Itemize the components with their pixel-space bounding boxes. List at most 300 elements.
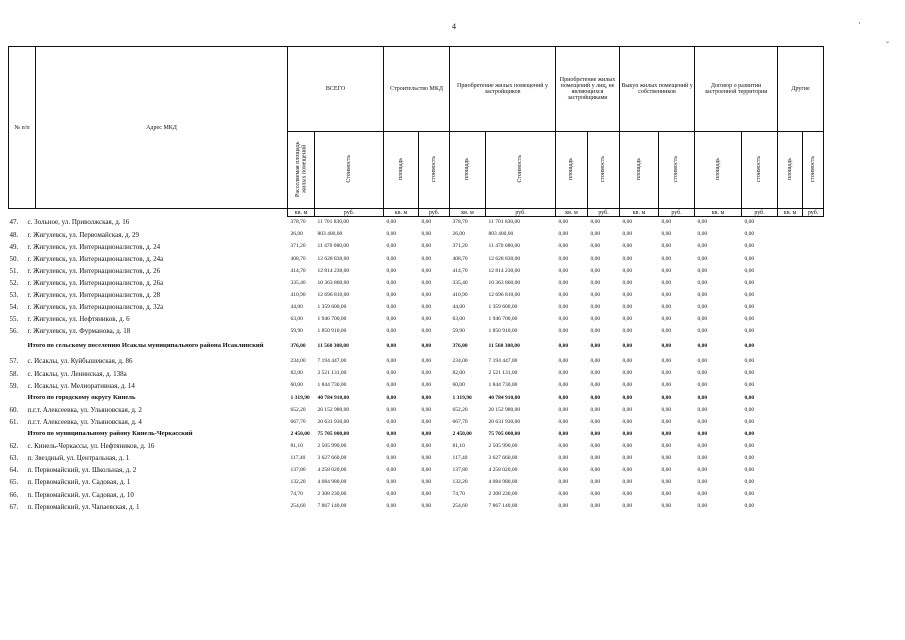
- other-cost-cell: [803, 241, 824, 253]
- cost-cell: 0,00: [744, 406, 755, 413]
- total-area-cell: 26,00: [290, 231, 303, 238]
- address-text: п. Первомайский, ул. Чапаевская, д. 1: [27, 502, 140, 511]
- cost-cell: 0,00: [590, 219, 601, 226]
- area-cell: 0,00: [697, 430, 708, 437]
- header-purchase-developers: Приобретение жилых помещений у застройщиков: [450, 47, 556, 132]
- address-text: г. Жигулевск, ул. Интернационалистов, д. 26: [27, 266, 161, 275]
- area-cell: 0,00: [697, 406, 708, 413]
- cost-cell: 0,00: [744, 382, 755, 389]
- table-body: [9, 217, 824, 514]
- area-cell: 0,00: [386, 454, 397, 461]
- cost-cell: 2 505 990,00: [488, 442, 518, 449]
- row-number: 56.: [9, 327, 19, 336]
- area-cell: 0,00: [697, 291, 708, 298]
- address-text: с. Исаклы, ул. Мелиоративная, д. 14: [27, 381, 135, 390]
- area-cell: 0,00: [558, 406, 569, 413]
- area-cell: 0,00: [558, 358, 569, 365]
- other-area-cell: [778, 241, 803, 253]
- cost-cell: 0,00: [421, 255, 432, 262]
- address-text: п. Звездный, ул. Центральная, д. 1: [27, 454, 130, 463]
- row-number: 66.: [9, 490, 19, 499]
- subheader-area: площадь: [695, 132, 742, 209]
- other-area-cell: [778, 489, 803, 501]
- area-cell: 0,00: [386, 503, 397, 510]
- total-area-cell: 2 450,00: [290, 430, 310, 437]
- cost-cell: 0,00: [744, 479, 755, 486]
- cost-cell: 0,00: [661, 394, 672, 401]
- area-cell: 0,00: [386, 418, 397, 425]
- cost-cell: 0,00: [661, 328, 672, 335]
- cost-cell: 0,00: [744, 370, 755, 377]
- total-area-cell: 414,70: [290, 267, 306, 274]
- unit-cost: руб.: [588, 209, 620, 217]
- cost-cell: 11 701 830,00: [488, 219, 520, 226]
- address-text: Итого по сельскому поселению Исаклы муниципального района Исаклинский: [27, 342, 264, 350]
- other-area-cell: [778, 380, 803, 392]
- total-cost-cell: 1 844 730,00: [317, 382, 347, 389]
- total-area-cell: 44,00: [290, 303, 303, 310]
- total-cost-cell: 12 628 830,00: [317, 255, 350, 262]
- area-cell: 0,00: [558, 343, 569, 350]
- total-cost-cell: 4 258 020,00: [317, 467, 347, 474]
- cost-cell: 0,00: [590, 394, 601, 401]
- address-text: с. Кинель-Черкассы, ул. Нефтяников, д. 16: [27, 442, 155, 451]
- total-cost-cell: 75 705 000,00: [317, 430, 350, 437]
- cost-cell: 3 627 660,00: [488, 454, 518, 461]
- table-row: [9, 229, 824, 241]
- address-cell: [9, 302, 288, 314]
- cost-cell: 0,00: [661, 503, 672, 510]
- address-text: п. Первомайский, ул. Садовая, д. 10: [27, 490, 134, 499]
- row-number: 57.: [9, 357, 19, 366]
- cost-cell: 12 628 830,00: [488, 255, 521, 262]
- area-cell: 0,00: [697, 503, 708, 510]
- area-cell: 0,00: [622, 430, 633, 437]
- area-cell: 0,00: [558, 316, 569, 323]
- total-area-cell: 410,90: [290, 291, 306, 298]
- total-cost-cell: 2 308 230,00: [317, 491, 347, 498]
- other-area-cell: [778, 326, 803, 338]
- cost-cell: 0,00: [661, 418, 672, 425]
- cost-cell: 0,00: [590, 503, 601, 510]
- cost-cell: 0,00: [421, 382, 432, 389]
- row-number: 52.: [9, 279, 19, 288]
- cost-cell: 0,00: [590, 442, 601, 449]
- cost-cell: 4 258 020,00: [488, 467, 518, 474]
- area-cell: 0,00: [386, 467, 397, 474]
- area-cell: 0,00: [622, 442, 633, 449]
- unit-cost: руб.: [315, 209, 384, 217]
- area-cell: 0,00: [386, 316, 397, 323]
- area-cell: 0,00: [622, 503, 633, 510]
- area-cell: 0,00: [697, 382, 708, 389]
- cost-cell: 0,00: [590, 243, 601, 250]
- cost-cell: 0,00: [744, 358, 755, 365]
- area-cell: 0,00: [622, 370, 633, 377]
- cost-cell: 0,00: [590, 406, 601, 413]
- address-cell: [9, 441, 288, 453]
- unit-cost: руб.: [486, 209, 556, 217]
- other-cost-cell: [803, 229, 824, 241]
- area-cell: 0,00: [386, 442, 397, 449]
- area-cell: 0,00: [622, 291, 633, 298]
- unit-area: кв. м: [620, 209, 659, 217]
- unit-cost: руб.: [419, 209, 450, 217]
- total-cost-cell: 20 631 930,00: [317, 418, 350, 425]
- subheader-cost: стоимость: [742, 132, 778, 209]
- area-cell: 0,00: [386, 479, 397, 486]
- subheader-area: площадь: [384, 132, 419, 209]
- address-text: с. Исаклы, ул. Куйбышевская, д. 86: [27, 357, 133, 366]
- address-cell: [9, 229, 288, 241]
- area-cell: 60,00: [452, 382, 465, 389]
- unit-cost: руб.: [803, 209, 824, 217]
- address-cell: [9, 277, 288, 289]
- address-text: Итого по муниципальному району Кинель-Черкасский: [27, 430, 193, 438]
- table-row: [9, 501, 824, 513]
- unit-cost: руб.: [659, 209, 695, 217]
- cost-cell: 0,00: [421, 479, 432, 486]
- area-cell: 414,70: [452, 267, 468, 274]
- table-row: [9, 217, 824, 230]
- total-area-cell: 74,70: [290, 491, 303, 498]
- other-area-cell: [778, 302, 803, 314]
- other-cost-cell: [803, 338, 824, 356]
- area-cell: 0,00: [697, 479, 708, 486]
- cost-cell: 0,00: [661, 303, 672, 310]
- cost-cell: 0,00: [421, 267, 432, 274]
- other-area-cell: [778, 416, 803, 428]
- area-cell: 0,00: [622, 328, 633, 335]
- unit-cost: руб.: [742, 209, 778, 217]
- cost-cell: 0,00: [421, 231, 432, 238]
- area-cell: 0,00: [622, 343, 633, 350]
- area-cell: 0,00: [622, 267, 633, 274]
- area-cell: 0,00: [697, 303, 708, 310]
- area-cell: 0,00: [558, 479, 569, 486]
- address-cell: [9, 429, 288, 441]
- address-text: г. Жигулевск, ул. Первомайская, д. 29: [27, 230, 140, 239]
- cost-cell: 0,00: [590, 382, 601, 389]
- other-area-cell: [778, 338, 803, 356]
- area-cell: 132,20: [452, 479, 468, 486]
- other-cost-cell: [803, 368, 824, 380]
- area-cell: 2 450,00: [452, 430, 472, 437]
- unit-area: кв. м: [384, 209, 419, 217]
- address-cell: [9, 356, 288, 368]
- total-area-cell: 82,00: [290, 370, 303, 377]
- cost-cell: 0,00: [590, 358, 601, 365]
- cost-cell: 0,00: [590, 370, 601, 377]
- subheader-area: площадь: [450, 132, 486, 209]
- cost-cell: 0,00: [421, 328, 432, 335]
- cost-cell: 11 470 080,00: [488, 243, 520, 250]
- address-cell: [9, 501, 288, 513]
- cost-cell: 0,00: [661, 243, 672, 250]
- other-cost-cell: [803, 404, 824, 416]
- row-number: 58.: [9, 369, 19, 378]
- other-area-cell: [778, 217, 803, 230]
- total-cost-cell: 12 814 230,00: [317, 267, 350, 274]
- cost-cell: 0,00: [744, 279, 755, 286]
- table-row: [9, 290, 824, 302]
- cost-cell: 2 308 230,00: [488, 491, 518, 498]
- area-cell: 0,00: [622, 382, 633, 389]
- address-text: п.г.т. Алексеевка, ул. Ульяновская, д. 4: [27, 417, 142, 426]
- area-cell: 0,00: [697, 343, 708, 350]
- address-cell: [9, 404, 288, 416]
- cost-cell: 20 152 980,00: [488, 406, 521, 413]
- other-cost-cell: [803, 277, 824, 289]
- table-row: [9, 453, 824, 465]
- unit-area: кв. м: [695, 209, 742, 217]
- area-cell: 0,00: [386, 358, 397, 365]
- area-cell: 0,00: [622, 406, 633, 413]
- address-text: г. Жигулевск, ул. Фурманова, д. 18: [27, 327, 131, 336]
- unit-area: кв. м: [450, 209, 486, 217]
- cost-cell: 0,00: [661, 255, 672, 262]
- row-number: 47.: [9, 218, 19, 227]
- total-area-cell: 335,40: [290, 279, 306, 286]
- cost-cell: 0,00: [590, 303, 601, 310]
- area-cell: 0,00: [558, 454, 569, 461]
- other-area-cell: [778, 404, 803, 416]
- header-other: Другие: [778, 47, 824, 132]
- area-cell: 371,20: [452, 243, 468, 250]
- table-row: [9, 368, 824, 380]
- subtotal-row: [9, 429, 824, 441]
- area-cell: 82,00: [452, 370, 465, 377]
- total-area-cell: 408,70: [290, 255, 306, 262]
- other-cost-cell: [803, 314, 824, 326]
- address-text: п. Первомайский, ул. Садовая, д. 1: [27, 478, 131, 487]
- cost-cell: 1 844 730,00: [488, 382, 518, 389]
- row-number: 55.: [9, 315, 19, 324]
- area-cell: 0,00: [697, 370, 708, 377]
- total-cost-cell: 1 850 910,00: [317, 328, 347, 335]
- cost-cell: 0,00: [421, 243, 432, 250]
- area-cell: 0,00: [558, 255, 569, 262]
- other-area-cell: [778, 265, 803, 277]
- area-cell: 0,00: [697, 358, 708, 365]
- total-area-cell: 376,00: [290, 343, 306, 350]
- total-cost-cell: 11 470 080,00: [317, 243, 349, 250]
- cost-cell: 4 084 980,00: [488, 479, 518, 486]
- total-cost-cell: 10 363 860,00: [317, 279, 350, 286]
- subheader-area: площадь: [556, 132, 588, 209]
- table-row: [9, 404, 824, 416]
- other-area-cell: [778, 314, 803, 326]
- area-cell: 0,00: [622, 479, 633, 486]
- area-cell: 0,00: [386, 370, 397, 377]
- other-area-cell: [778, 429, 803, 441]
- total-area-cell: 371,20: [290, 243, 306, 250]
- table-row: [9, 326, 824, 338]
- subheader-total-cost: Стоимость: [315, 132, 384, 209]
- other-cost-cell: [803, 302, 824, 314]
- area-cell: 0,00: [558, 467, 569, 474]
- cost-cell: 0,00: [590, 454, 601, 461]
- address-text: г. Жигулевск, ул. Интернационалистов, д. 28: [27, 291, 161, 300]
- header-number: № п/п: [9, 47, 36, 209]
- address-cell: [9, 453, 288, 465]
- address-cell: [9, 314, 288, 326]
- cost-cell: 0,00: [744, 418, 755, 425]
- cost-cell: 40 784 910,00: [488, 394, 521, 401]
- table-row: [9, 314, 824, 326]
- area-cell: 63,00: [452, 316, 465, 323]
- area-cell: 0,00: [386, 328, 397, 335]
- cost-cell: 0,00: [744, 430, 755, 437]
- area-cell: 59,90: [452, 328, 465, 335]
- cost-cell: 10 363 860,00: [488, 279, 521, 286]
- row-number: 50.: [9, 254, 19, 263]
- total-area-cell: 59,90: [290, 328, 303, 335]
- area-cell: 0,00: [622, 303, 633, 310]
- area-cell: 0,00: [558, 370, 569, 377]
- scan-mark: ·: [858, 18, 861, 28]
- total-cost-cell: 1 359 600,00: [317, 303, 347, 310]
- other-cost-cell: [803, 290, 824, 302]
- address-cell: [9, 416, 288, 428]
- cost-cell: 0,00: [421, 442, 432, 449]
- subheader-cost: стоимость: [588, 132, 620, 209]
- subheader-cost: стоимость: [803, 132, 824, 209]
- area-cell: 0,00: [622, 316, 633, 323]
- area-cell: 0,00: [558, 491, 569, 498]
- cost-cell: 0,00: [590, 491, 601, 498]
- area-cell: 0,00: [386, 291, 397, 298]
- header-purchase-non-developers: Приобретение жилых помещений у лиц, не являющихся застройщиками: [556, 47, 620, 132]
- area-cell: 0,00: [697, 267, 708, 274]
- cost-cell: 75 705 000,00: [488, 430, 521, 437]
- address-text: г. Жигулевск, ул. Интернационалистов, д. 26а: [27, 279, 164, 288]
- subheader-cost: стоимость: [419, 132, 450, 209]
- address-cell: [9, 241, 288, 253]
- area-cell: 0,00: [622, 231, 633, 238]
- other-area-cell: [778, 290, 803, 302]
- area-cell: 0,00: [386, 394, 397, 401]
- area-cell: 0,00: [622, 394, 633, 401]
- cost-cell: 0,00: [590, 343, 601, 350]
- total-area-cell: 132,20: [290, 479, 306, 486]
- housing-table-container: [8, 46, 823, 513]
- area-cell: 0,00: [558, 291, 569, 298]
- area-cell: 410,90: [452, 291, 468, 298]
- other-cost-cell: [803, 465, 824, 477]
- total-area-cell: 81,10: [290, 442, 303, 449]
- cost-cell: 0,00: [590, 231, 601, 238]
- address-text: г. Жигулевск, ул. Интернационалистов, д. 24: [27, 242, 161, 251]
- other-cost-cell: [803, 501, 824, 513]
- cost-cell: 0,00: [744, 243, 755, 250]
- cost-cell: 0,00: [661, 491, 672, 498]
- address-cell: [9, 338, 288, 356]
- cost-cell: 11 560 308,00: [488, 343, 520, 350]
- cost-cell: 0,00: [661, 279, 672, 286]
- cost-cell: 0,00: [744, 231, 755, 238]
- other-area-cell: [778, 501, 803, 513]
- area-cell: 652,20: [452, 406, 468, 413]
- unit-area: кв. м: [556, 209, 588, 217]
- unit-area: кв. м: [778, 209, 803, 217]
- area-cell: 0,00: [697, 243, 708, 250]
- area-cell: 0,00: [558, 303, 569, 310]
- cost-cell: 0,00: [590, 316, 601, 323]
- area-cell: 0,00: [558, 503, 569, 510]
- other-cost-cell: [803, 265, 824, 277]
- subheader-cost: Стоимость: [486, 132, 556, 209]
- other-area-cell: [778, 465, 803, 477]
- other-area-cell: [778, 277, 803, 289]
- total-area-cell: 137,80: [290, 467, 306, 474]
- area-cell: 0,00: [697, 328, 708, 335]
- cost-cell: 0,00: [744, 343, 755, 350]
- total-cost-cell: 12 696 810,00: [317, 291, 350, 298]
- other-area-cell: [778, 356, 803, 368]
- cost-cell: 0,00: [421, 219, 432, 226]
- row-number: 48.: [9, 230, 19, 239]
- cost-cell: 0,00: [744, 267, 755, 274]
- cost-cell: 0,00: [421, 343, 432, 350]
- total-cost-cell: 1 946 700,00: [317, 316, 347, 323]
- other-cost-cell: [803, 453, 824, 465]
- units-row: [9, 209, 824, 217]
- area-cell: 0,00: [622, 491, 633, 498]
- cost-cell: 20 631 930,00: [488, 418, 521, 425]
- area-cell: 0,00: [386, 430, 397, 437]
- other-area-cell: [778, 453, 803, 465]
- table-row: [9, 380, 824, 392]
- table-row: [9, 277, 824, 289]
- area-cell: 0,00: [558, 442, 569, 449]
- total-cost-cell: 2 521 131,00: [317, 370, 347, 377]
- area-cell: 0,00: [386, 219, 397, 226]
- cost-cell: 0,00: [421, 467, 432, 474]
- total-cost-cell: 803 400,00: [317, 231, 343, 238]
- other-cost-cell: [803, 416, 824, 428]
- area-cell: 0,00: [697, 454, 708, 461]
- address-cell: [9, 265, 288, 277]
- area-cell: 0,00: [386, 303, 397, 310]
- area-cell: 81,10: [452, 442, 465, 449]
- cost-cell: 0,00: [421, 491, 432, 498]
- area-cell: 0,00: [697, 255, 708, 262]
- area-cell: 0,00: [697, 219, 708, 226]
- area-cell: 137,80: [452, 467, 468, 474]
- total-cost-cell: 3 627 660,00: [317, 454, 347, 461]
- address-text: п. Первомайский, ул. Школьная, д. 2: [27, 466, 137, 475]
- cost-cell: 0,00: [661, 479, 672, 486]
- row-number: 51.: [9, 266, 19, 275]
- area-cell: 0,00: [558, 382, 569, 389]
- cost-cell: 0,00: [744, 219, 755, 226]
- other-area-cell: [778, 477, 803, 489]
- header-construction: Строительство МКД: [384, 47, 450, 132]
- total-area-cell: 254,60: [290, 503, 306, 510]
- address-text: с. Исаклы, ул. Ленинская, д. 138а: [27, 369, 127, 378]
- area-cell: 0,00: [386, 231, 397, 238]
- cost-cell: 0,00: [421, 303, 432, 310]
- other-area-cell: [778, 441, 803, 453]
- header-total: ВСЕГО: [288, 47, 384, 132]
- area-cell: 0,00: [622, 219, 633, 226]
- row-number: 63.: [9, 454, 19, 463]
- cost-cell: 0,00: [744, 454, 755, 461]
- area-cell: 254,60: [452, 503, 468, 510]
- area-cell: 667,70: [452, 418, 468, 425]
- unit-area: кв. м: [288, 209, 315, 217]
